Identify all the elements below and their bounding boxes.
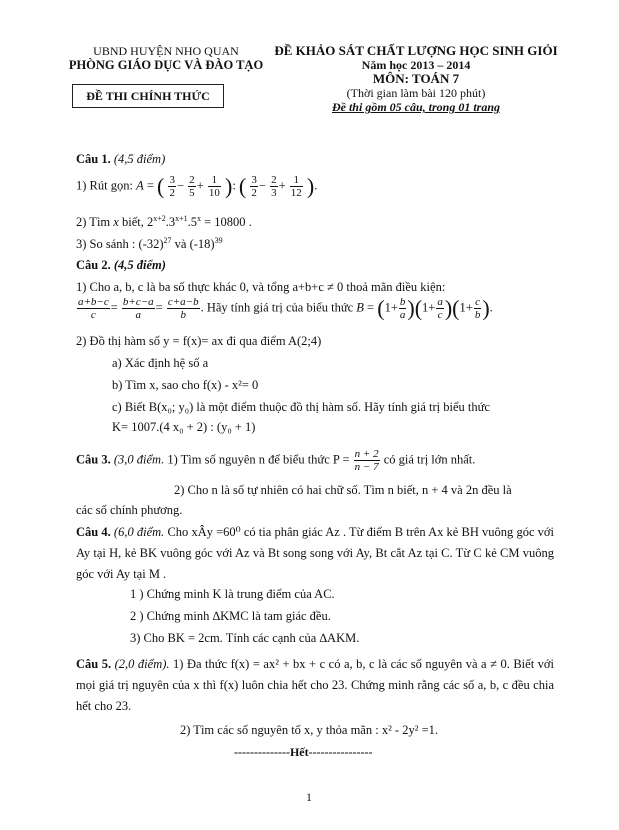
- exam-note: Đề thi gồm 05 câu, trong 01 trang: [331, 100, 501, 114]
- q1-part1: 1) Rút gọn: A = ( $\frac{3}{2}$ − $\frac{2}{5}$ + $\frac{1}{10}$ ): ( $\frac{3}{2}$ − $\frac{2}{3}$ + $\frac{1}{12}$ ).: [76, 173, 318, 199]
- header-right: [266, 44, 566, 114]
- frac: $\frac{1}{12}$: [290, 174, 302, 199]
- q1-part3: 3) So sánh : $(-32)^{27}$ và $(-18)^{39}$: [76, 236, 223, 252]
- q4-item-2: 2 ) Chứng minh ∆KMC là tam giác đều.: [130, 609, 331, 623]
- q1-title: Câu 1.: [76, 152, 111, 166]
- exam-title: ĐỀ KHẢO SÁT CHẤT LƯỢNG HỌC SINH GIỎI: [274, 43, 558, 58]
- q1-heading: [76, 152, 165, 167]
- q2-heading: Câu 2. (4,5 điểm): [76, 258, 166, 272]
- school-year: Năm học 2013 – 2014: [361, 58, 471, 72]
- q1-points: (4,5 điểm): [113, 152, 166, 166]
- official-box: ĐỀ THI CHÍNH THỨC: [72, 84, 224, 108]
- q4-item-1: 1 ) Chứng minh K là trung điểm của AC.: [130, 587, 335, 601]
- q3-part2-cont: các số chính phương.: [76, 503, 183, 517]
- frac: $\frac{1}{10}$: [208, 174, 220, 199]
- q5-part2: 2) Tìm các số nguyên tố x, y thỏa mãn : x² - 2y² =1.: [180, 723, 439, 737]
- q2-item-a: a) Xác định hệ số a: [112, 356, 209, 370]
- frac: $\frac{2}{5}$: [189, 174, 195, 199]
- q1-var-a: A: [136, 178, 144, 193]
- frac: $\frac{3}{2}$: [251, 174, 257, 199]
- time-limit: (Thời gian làm bài 120 phút): [346, 86, 486, 100]
- subject: MÔN: TOÁN 7: [372, 71, 460, 86]
- q1-part2: 2) Tìm x biết, $2^{x+2}.3^{x+1}.5^x = 10800$ .: [76, 214, 252, 230]
- page-number: 1: [306, 790, 312, 804]
- q2-item-c: c) Biết B(x₀; y₀) là một điểm thuộc đồ thị hàm số. Hãy tính giá trị biểu thức: [112, 400, 490, 414]
- frac: $\frac{3}{2}$: [169, 174, 175, 199]
- q1-p1-label: 1) Rút gọn:: [76, 178, 137, 193]
- q4-item-3: 3) Cho BK = 2cm. Tính các cạnh của ∆AKM.: [130, 631, 360, 645]
- q5-text: Câu 5. (2,0 điểm). 1) Đa thức f(x) = ax² + bx + c có a, b, c là các số nguyên và a ≠ 0. Biết với mọi giá trị nguyên của x thì f(x) luôn chia hết cho 23. Chứng minh rằng các số a, b, c đều chia hết cho 23.: [76, 657, 555, 713]
- q2-expression-k: K= 1007.(4 x₀ + 2) : (y₀ + 1): [112, 420, 256, 434]
- q2-part1-line2: $\frac{a+b-c}{c}$ = $\frac{b+c-a}{a}$ = $\frac{c+a-b}{b}$ . Hãy tính giá trị của biểu thức B = (1+ $\frac{b}{a}$ )(1+ $\frac{a}{c}$ )(1+ $\frac{c}{b}$ ).: [78, 295, 493, 321]
- q2-part2: 2) Đồ thị hàm số y = f(x)= ax đi qua điểm A(2;4): [76, 334, 322, 348]
- q2-item-b: b) Tìm x, sao cho f(x) - x²= 0: [112, 378, 259, 392]
- end-marker: --------------Hết----------------: [234, 745, 373, 759]
- frac: $\frac{2}{3}$: [271, 174, 277, 199]
- district-name: UBND HUYỆN NHO QUAN: [93, 44, 239, 58]
- q2-part1-line1: 1) Cho a, b, c là ba số thực khác 0, và tổng a+b+c ≠ 0 thoả mãn điều kiện:: [76, 280, 446, 294]
- header-left: [56, 44, 276, 72]
- department-name: PHÒNG GIÁO DỤC VÀ ĐÀO TẠO: [68, 58, 264, 72]
- q4-text: Câu 4. (6,0 điểm. Cho xÂy =60⁰ có tia phân giác Az . Từ điểm B trên Ax kẻ BH vuông góc với Ay tại H, kẻ BK vuông góc với Az và Bt song song với Ay, Bt cắt Az tại C. Từ C kẻ CM vuông góc với Ay tại M .: [76, 525, 554, 581]
- q3-part2: 2) Cho n là số tự nhiên có hai chữ số. Tìm n biết, n + 4 và 2n đều là: [174, 483, 512, 497]
- q3-part1: Câu 3. (3,0 điểm. 1) Tìm số nguyên n để biểu thức P = $\frac{n + 2}{n - 7}$ có giá trị lớn nhất.: [76, 448, 476, 473]
